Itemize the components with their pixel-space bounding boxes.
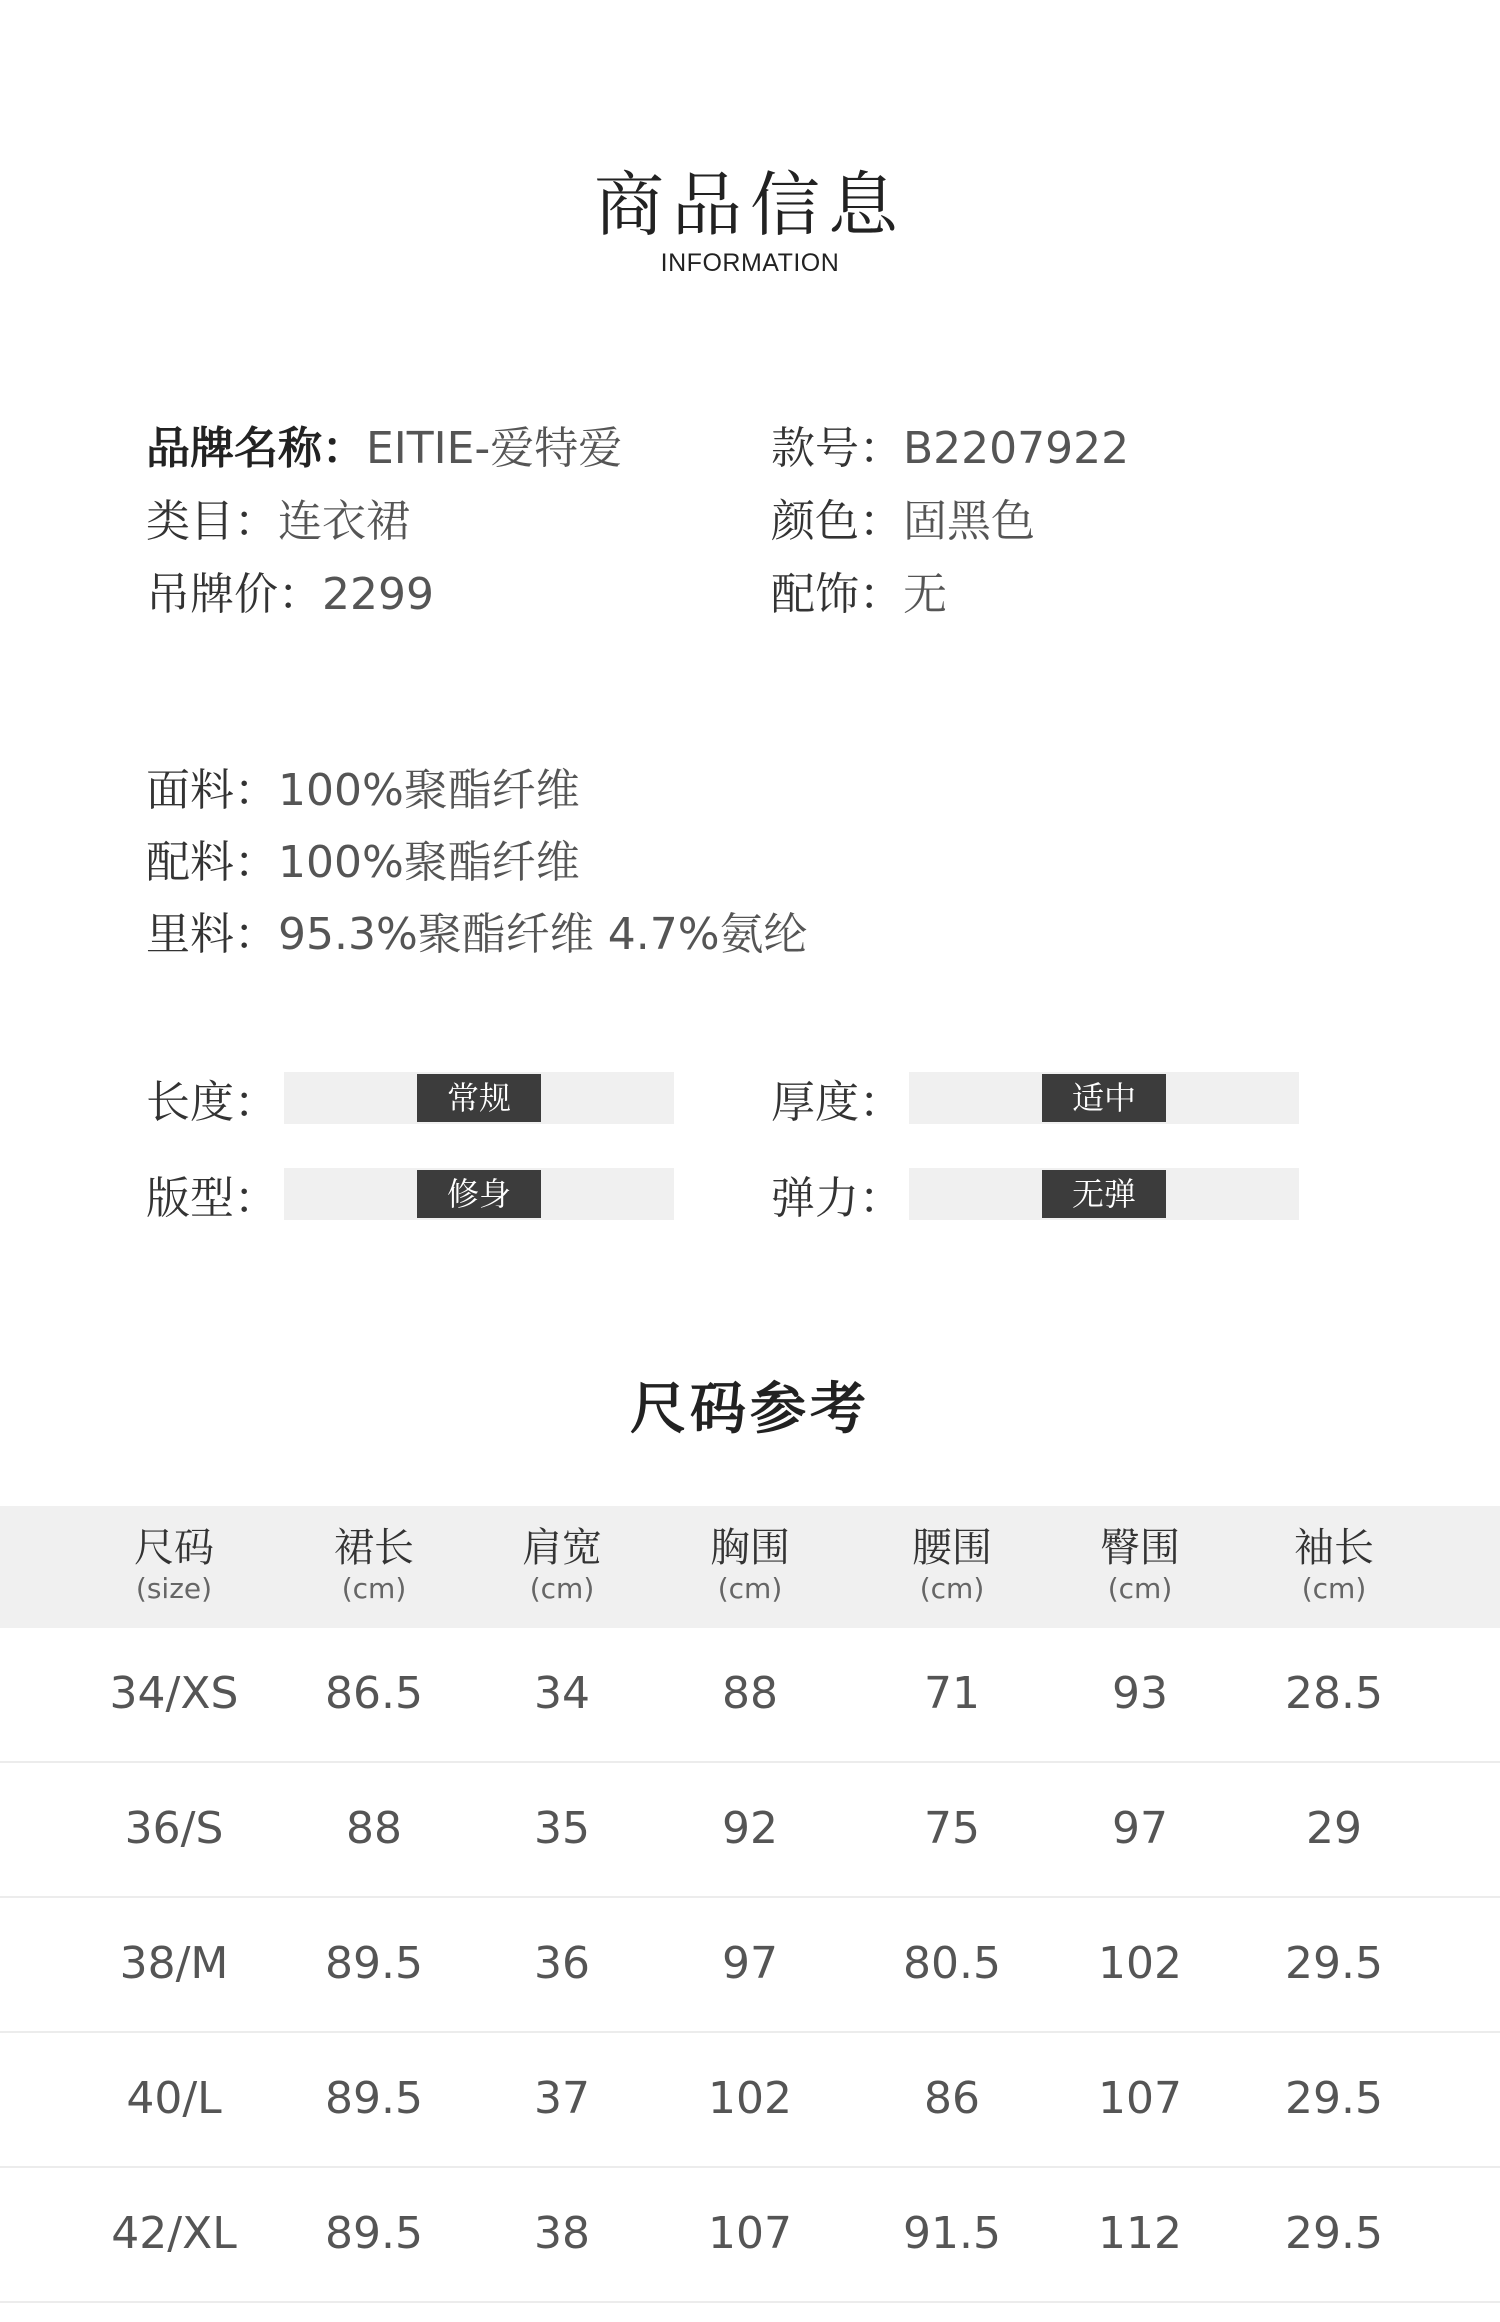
category-label: 类目： (146, 496, 278, 547)
table-cell: 112 (1098, 2208, 1182, 2259)
accessory-value: 无 (903, 569, 947, 620)
column-header (650, 1524, 850, 1606)
thickness-attribute (771, 1066, 1396, 1130)
table-cell: 38/M (119, 1938, 229, 1989)
product-attributes (146, 1050, 1396, 1242)
table-cell: 86.5 (325, 1668, 423, 1719)
table-cell: 88 (722, 1668, 778, 1719)
table-cell: 28.5 (1285, 1668, 1383, 1719)
price-label: 吊牌价： (146, 569, 322, 620)
length-label: 长度： (146, 1077, 278, 1128)
column-header-unit: (cm) (1301, 1572, 1367, 1605)
elasticity-scale (909, 1168, 1299, 1220)
size-chart-title: 尺码参考 (630, 1377, 870, 1442)
category-value: 连衣裙 (278, 496, 410, 547)
column-header-unit: (cm) (529, 1572, 595, 1605)
fit-label: 版型： (146, 1173, 278, 1224)
table-row (0, 1898, 1500, 2033)
column-header (852, 1524, 1052, 1606)
thickness-badge: 适中 (1042, 1074, 1166, 1122)
table-cell: 89.5 (325, 1938, 423, 1989)
table-cell: 80.5 (903, 1938, 1001, 1989)
fabric-label: 面料： (146, 765, 278, 816)
table-cell: 34 (534, 1668, 590, 1719)
table-cell: 92 (722, 1803, 778, 1854)
accessory-label: 配饰： (771, 569, 903, 620)
length-scale (284, 1072, 674, 1124)
table-cell: 29.5 (1285, 2073, 1383, 2124)
column-header-name: 胸围 (710, 1525, 790, 1571)
table-cell: 89.5 (325, 2208, 423, 2259)
column-header (274, 1524, 474, 1606)
table-cell: 42/XL (111, 2208, 237, 2259)
column-header-name: 肩宽 (522, 1525, 602, 1571)
column-header (462, 1524, 662, 1606)
elasticity-badge: 无弹 (1042, 1170, 1166, 1218)
column-header-name: 裙长 (334, 1525, 414, 1571)
thickness-scale (909, 1072, 1299, 1124)
page-subtitle: INFORMATION (660, 249, 840, 277)
table-cell: 35 (534, 1803, 590, 1854)
column-header-name: 袖长 (1294, 1525, 1374, 1571)
table-cell: 40/L (126, 2073, 222, 2124)
table-cell: 36/S (124, 1803, 224, 1854)
table-cell: 102 (1098, 1938, 1182, 1989)
column-header (1234, 1524, 1434, 1606)
lining-field (146, 899, 808, 971)
column-header-name: 尺码 (134, 1525, 214, 1571)
category-field (146, 485, 771, 558)
table-cell: 29.5 (1285, 2208, 1383, 2259)
column-header-unit: (size) (135, 1572, 213, 1605)
product-info (146, 412, 1396, 631)
column-header-unit: (cm) (717, 1572, 783, 1605)
brand-value: EITIE-爱特爱 (366, 423, 623, 474)
table-row (0, 1763, 1500, 1898)
trim-value: 100%聚酯纤维 (278, 837, 580, 888)
table-cell: 86 (924, 2073, 980, 2124)
column-header-unit: (cm) (341, 1572, 407, 1605)
table-cell: 97 (1112, 1803, 1168, 1854)
table-row (0, 2033, 1500, 2168)
lining-label: 里料： (146, 909, 278, 960)
page-title: 商品信息 (594, 164, 906, 246)
table-cell: 34/XS (109, 1668, 239, 1719)
fabric-field (146, 755, 808, 827)
column-header-name: 臀围 (1100, 1525, 1180, 1571)
size-chart-body (0, 1628, 1500, 2303)
column-header (1040, 1524, 1240, 1606)
thickness-label: 厚度： (771, 1077, 903, 1128)
length-attribute (146, 1066, 771, 1130)
fit-badge: 修身 (417, 1170, 541, 1218)
table-cell: 29.5 (1285, 1938, 1383, 1989)
color-field (771, 485, 1396, 558)
size-chart-header (0, 1506, 1500, 1628)
table-cell: 93 (1112, 1668, 1168, 1719)
style-no-field (771, 412, 1396, 485)
column-header-unit: (cm) (919, 1572, 985, 1605)
trim-field (146, 827, 808, 899)
table-cell: 89.5 (325, 2073, 423, 2124)
table-cell: 71 (924, 1668, 980, 1719)
length-badge: 常规 (417, 1074, 541, 1122)
color-value: 固黑色 (903, 496, 1035, 547)
price-value: 2299 (322, 569, 434, 620)
accessory-field (771, 558, 1396, 631)
color-label: 颜色： (771, 496, 903, 547)
brand-label: 品牌名称： (146, 423, 366, 474)
table-cell: 88 (346, 1803, 402, 1854)
fit-scale (284, 1168, 674, 1220)
table-row (0, 1628, 1500, 1763)
trim-label: 配料： (146, 837, 278, 888)
table-row (0, 2168, 1500, 2303)
style-no-label: 款号： (771, 423, 903, 474)
table-cell: 38 (534, 2208, 590, 2259)
column-header-name: 腰围 (912, 1525, 992, 1571)
column-header (74, 1524, 274, 1606)
fabric-value: 100%聚酯纤维 (278, 765, 580, 816)
elasticity-label: 弹力： (771, 1173, 903, 1224)
size-chart-table (0, 1506, 1500, 2303)
page-header (0, 165, 1500, 278)
price-field (146, 558, 771, 631)
table-cell: 37 (534, 2073, 590, 2124)
table-cell: 91.5 (903, 2208, 1001, 2259)
table-cell: 75 (924, 1803, 980, 1854)
table-cell: 97 (722, 1938, 778, 1989)
elasticity-attribute (771, 1162, 1396, 1226)
table-cell: 29 (1306, 1803, 1362, 1854)
table-cell: 102 (708, 2073, 792, 2124)
brand-field (146, 412, 771, 485)
table-cell: 107 (1098, 2073, 1182, 2124)
column-header-unit: (cm) (1107, 1572, 1173, 1605)
lining-value: 95.3%聚酯纤维 4.7%氨纶 (278, 909, 808, 960)
fit-attribute (146, 1162, 771, 1226)
material-info (146, 755, 808, 971)
style-no-value: B2207922 (903, 423, 1130, 474)
table-cell: 36 (534, 1938, 590, 1989)
table-cell: 107 (708, 2208, 792, 2259)
